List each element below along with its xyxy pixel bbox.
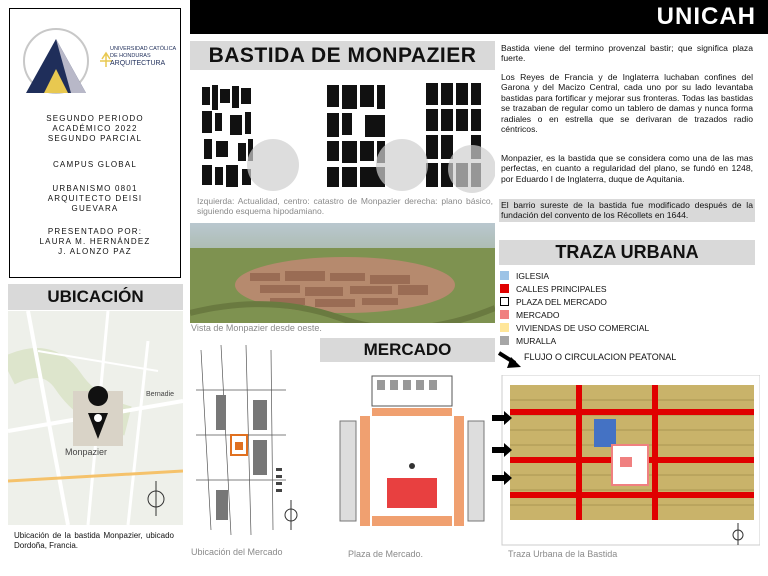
legend-item-viviendas [500,322,649,333]
brand-title: UNICAH [656,3,756,30]
legend-swatch [500,297,509,306]
legend-item-plaza [500,296,607,307]
map-town-label: Monpazier [65,447,108,457]
legend-swatch [500,310,509,319]
legend-label: MERCADO [516,309,560,320]
period-text [10,114,180,144]
traza-plan [492,375,760,550]
legend-swatch [500,284,509,293]
info-line: J. ALONZO PAZ [58,247,132,256]
legend-item-calles [500,283,607,294]
bastida-plans [190,77,495,197]
mercado-location-caption: Ubicación del Mercado [191,547,283,557]
legend-item-muralla [500,335,556,346]
info-line: ACADÉMICO 2022 [52,124,138,133]
legend-swatch [500,323,509,332]
aerial-photo [190,223,495,323]
plans-caption: Izquierda: Actualidad, centro: catastro de Monpazier derecha: plano básico, siguiendo esquema hipodamiano. [197,196,493,216]
info-line: GUEVARA [71,204,119,213]
ubicacion-title: UBICACIÓN [8,284,183,310]
traza-title: TRAZA URBANA [499,240,755,265]
legend-label: IGLESIA [516,270,550,281]
location-map [8,311,183,525]
logo-text [110,46,176,67]
info-line: PRESENTADO POR: [47,227,143,236]
traza-caption: Traza Urbana de la Bastida [508,549,618,559]
flow-arrow-icon [497,349,525,371]
history-paragraph: Los Reyes de Francia y de Inglaterra luchaban confines del Garona y del Macizo Central, cada uno por su lado levantaba bastidas para fortificar y mejorar sus fronteras. Todas las bastidas se trazaban de regular como un tablero de damas y nunca forma radiales o en estrella que se derivaran de trazados radio céntricos. [501,72,753,135]
legend-swatch [500,336,509,345]
mercado-location-plan [191,340,316,545]
header-bar [190,0,768,34]
course-text [10,184,180,214]
campus-text: CAMPUS GLOBAL [52,160,138,169]
flow-label: FLUJO O CIRCULACION PEATONAL [524,352,677,362]
authors-text [10,227,180,257]
bastida-title: BASTIDA DE MONPAZIER [190,41,495,70]
legend-label: PLAZA DEL MERCADO [516,296,607,307]
legend-label: MURALLA [516,335,557,346]
map-place-label: Bernadie [146,391,175,398]
intro-paragraph: Bastida viene del termino provenzal bastir; que significa plaza fuerte. [501,43,753,64]
logo-line: ARQUITECTURA [110,60,166,67]
info-line: URBANISMO 0801 [52,184,138,193]
legend-swatch [500,271,509,280]
info-line: SEGUNDO PARCIAL [47,134,143,143]
legend-label: VIVIENDAS DE USO COMERCIAL [516,322,650,333]
mercado-title: MERCADO [320,338,495,362]
legend-label: CALLES PRINCIPALES [516,283,607,294]
logo-line: DE HONDURAS [110,53,151,59]
legend-item-mercado [500,309,559,320]
info-line: LAURA M. HERNÁNDEZ [39,237,151,246]
plaza-caption: Plaza de Mercado. [348,549,424,559]
info-line: ARQUITECTO DEISI [47,194,143,203]
monpazier-paragraph: Monpazier, es la bastida que se considera como una de las mas perfectas, en cuanto a regularidad del plano, se fundó en 1248, por Eduardo I de Inglaterra, duque de Aquitania. [501,153,753,184]
info-line: SEGUNDO PERIODO [46,114,144,123]
ubicacion-caption: Ubicación de la bastida Monpazier, ubicado Dordoña, Francia. [14,531,174,550]
barrio-paragraph: El barrio sureste de la bastida fue modificado después de la fundación del convento de los Récollets en 1644. [501,200,753,221]
plaza-plan [332,366,492,546]
aerial-caption: Vista de Monpazier desde oeste. [191,323,322,333]
legend-item-iglesia [500,270,549,281]
logo-line: UNIVERSIDAD CATÓLICA [110,46,177,52]
info-panel [9,8,181,278]
